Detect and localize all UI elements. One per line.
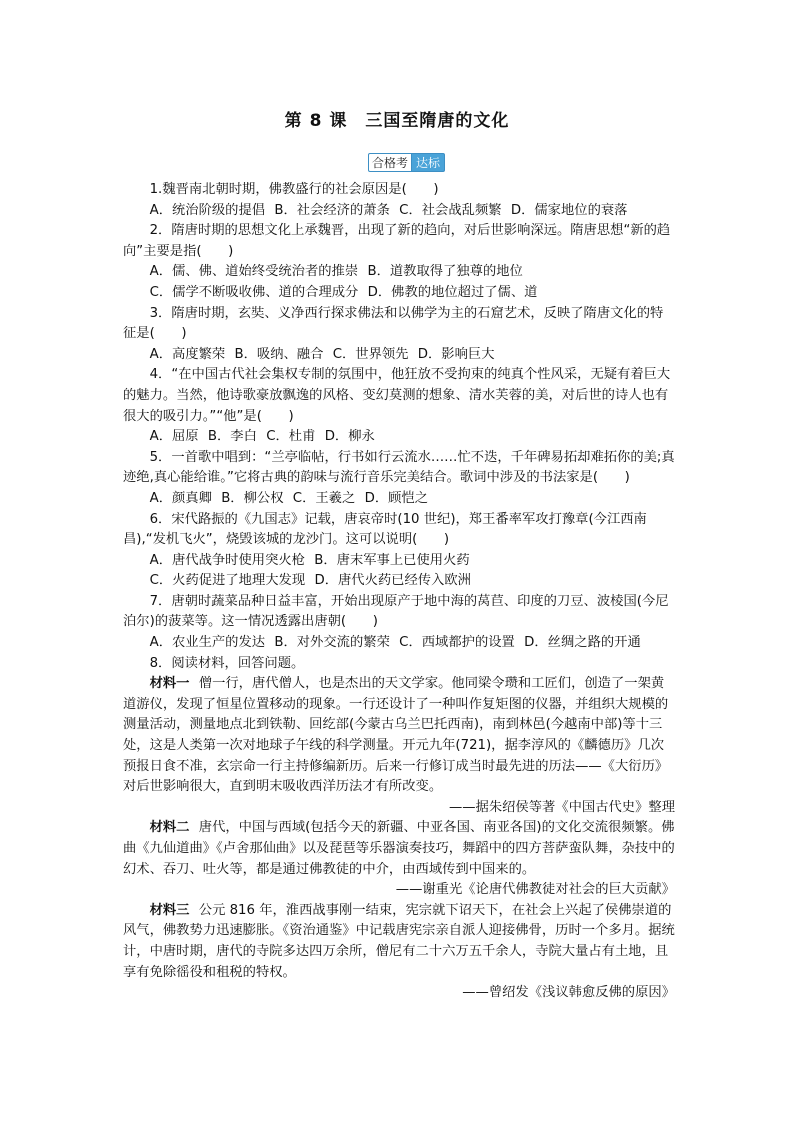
- answer-option: D．顾恺之: [364, 490, 429, 506]
- answer-option: C．社会战乱频繁: [399, 202, 502, 218]
- material-paragraph: [123, 901, 675, 983]
- option-row: [123, 551, 675, 572]
- answer-option: B．唐末军事上已使用火药: [314, 552, 470, 568]
- answer-option: A．农业生产的发达: [149, 635, 266, 651]
- material-label: 材料二: [149, 820, 190, 836]
- option-row: [123, 427, 675, 448]
- answer-option: B．吸纳、融合: [234, 346, 324, 362]
- answer-option: A．统治阶级的提倡: [149, 202, 266, 218]
- material-source: ——曾绍发《浅议韩愈反佛的原因》: [462, 985, 675, 1001]
- question-stem: 2．隋唐时期的思想文化上承魏晋，出现了新的趋向，对后世影响深远。隋唐思想“新的趋向”主要是指( ): [123, 223, 671, 259]
- material-label: 材料一: [149, 676, 190, 692]
- answer-option: A．唐代战争时使用突火枪: [149, 552, 305, 568]
- answer-option: C．儒学不断吸收佛、道的合理成分: [149, 284, 359, 300]
- answer-option: A．高度繁荣: [149, 346, 226, 362]
- option-row: [123, 633, 675, 654]
- material-source: ——据朱绍侯等著《中国古代史》整理: [448, 799, 675, 815]
- answer-option: C．杜甫: [266, 429, 316, 445]
- answer-option: D．唐代火药已经传入欧洲: [314, 573, 471, 589]
- material-text: 公元 816 年，淮西战事刚一结束，宪宗就下诏天下，在社会上兴起了侯佛崇道的风气，佛教势力迅速膨胀。《资治通鉴》中记载唐宪宗亲自派人迎接佛骨，历时一个多月。据统计，中唐时期，唐代的寺院多达四万余所，僧尼有二十六万五千余人，寺院大量占有土地，且享有免除徭役和租税的特权。: [123, 902, 675, 980]
- option-row: [123, 571, 675, 592]
- page-title: 第 8 课 三国至隋唐的文化: [284, 111, 510, 131]
- material-label: 材料三: [149, 902, 190, 918]
- answer-option: D．儒家地位的衰落: [510, 202, 628, 218]
- badge-right: 达标: [412, 153, 445, 172]
- answer-option: D．丝绸之路的开通: [524, 635, 641, 651]
- question-stem: 8．阅读材料，回答问题。: [149, 655, 305, 671]
- answer-option: B．道教取得了独尊的地位: [367, 264, 523, 280]
- question-stem: 7．唐朝时蔬菜品种日益丰富，开始出现原产于地中海的莴苣、印度的刀豆、波棱国(今尼泊尔)的菠菜等。这一情况透露出唐朝( ): [123, 593, 669, 630]
- answer-option: B．李白: [207, 429, 257, 445]
- answer-option: B．对外交流的繁荣: [274, 635, 390, 651]
- answer-option: B．柳公权: [221, 490, 284, 506]
- answer-option: C．西域都护的设置: [399, 635, 515, 651]
- question-stem: 5．一首歌中唱到：“兰亭临帖，行书如行云流水……忙不迭，千年碑易拓却难拓你的美;真迹绝,真心能给谁。”它将古典的韵味与流行音乐完美结合。歌词中涉及的书法家是( ): [123, 449, 675, 486]
- question-stem: 1.魏晋南北朝时期，佛教盛行的社会原因是( ): [149, 182, 439, 197]
- answer-option: C．王羲之: [292, 490, 356, 506]
- answer-option: A．颜真卿: [149, 490, 212, 506]
- question-stem: 3．隋唐时期，玄奘、义净西行探求佛法和以佛学为主的石窟艺术，反映了隋唐文化的特征是( ): [123, 305, 664, 342]
- answer-option: C．世界领先: [332, 346, 409, 362]
- qualification-badge: [368, 153, 445, 172]
- option-row: [123, 283, 675, 304]
- material-text: 唐代，中国与西域(包括今天的新疆、中亚各国、南亚各国)的文化交流很频繁。佛曲《九仙道曲》《卢舍那仙曲》以及琵琶等乐器演奏技巧，舞蹈中的四方菩萨蛮队舞，杂技中的幻术、吞刀、吐火等，都是通过佛教徒的中介，由西域传到中国来的。: [123, 820, 675, 877]
- badge-left: 合格考: [368, 153, 412, 172]
- material-source: ——谢重光《论唐代佛教徒对社会的巨大贡献》: [395, 882, 675, 898]
- option-row: [123, 201, 675, 222]
- option-row: [123, 345, 675, 366]
- question-stem: 4．“在中国古代社会集权专制的氛围中，他狂放不受拘束的纯真个性风采，无疑有着巨大的魅力。当然，他诗歌豪放飘逸的风格、变幻莫测的想象、清水芙蓉的美，对后世的诗人也有很大的吸引力。”“他”是( ): [123, 367, 671, 424]
- option-row: [123, 262, 675, 283]
- answer-option: A．儒、佛、道始终受统治者的推崇: [149, 264, 359, 280]
- question-stem: 6．宋代路振的《九国志》记载，唐哀帝时(10 世纪)，郑王番率军攻打豫章(今江西南昌),“发机飞火”，烧毁该城的龙沙门。这可以说明( ): [123, 511, 647, 548]
- answer-option: A．屈原: [149, 429, 199, 445]
- answer-option: C．火药促进了地理大发现: [149, 573, 306, 589]
- material-paragraph: [123, 818, 675, 880]
- answer-option: B．社会经济的萧条: [274, 202, 390, 218]
- option-row: [123, 489, 675, 510]
- answer-option: D．佛教的地位超过了儒、道: [367, 284, 538, 300]
- question-list: [123, 180, 675, 1004]
- material-paragraph: [123, 674, 675, 798]
- answer-option: D．柳永: [324, 429, 375, 445]
- answer-option: D．影响巨大: [417, 346, 495, 362]
- material-text: 僧一行，唐代僧人，也是杰出的天文学家。他同梁令瓒和工匠们，创造了一架黄道游仪，发现了恒星位置移动的现象。一行还设计了一种叫作复矩图的仪器，并组织大规模的测量活动，测量地点北到铁勒、回纥部(今蒙古乌兰巴托西南)，南到林邑(今越南中部)等十三处，这是人类第一次对地球子午线的科学测量。开元九年(721)，据李淳风的《麟德历》几次预报日食不准，玄宗命一行主持修编新历。后来一行修订成当时最先进的历法——《大衍历》对后世影响很大，直到明末吸收西洋历法才有所改变。: [123, 676, 669, 795]
